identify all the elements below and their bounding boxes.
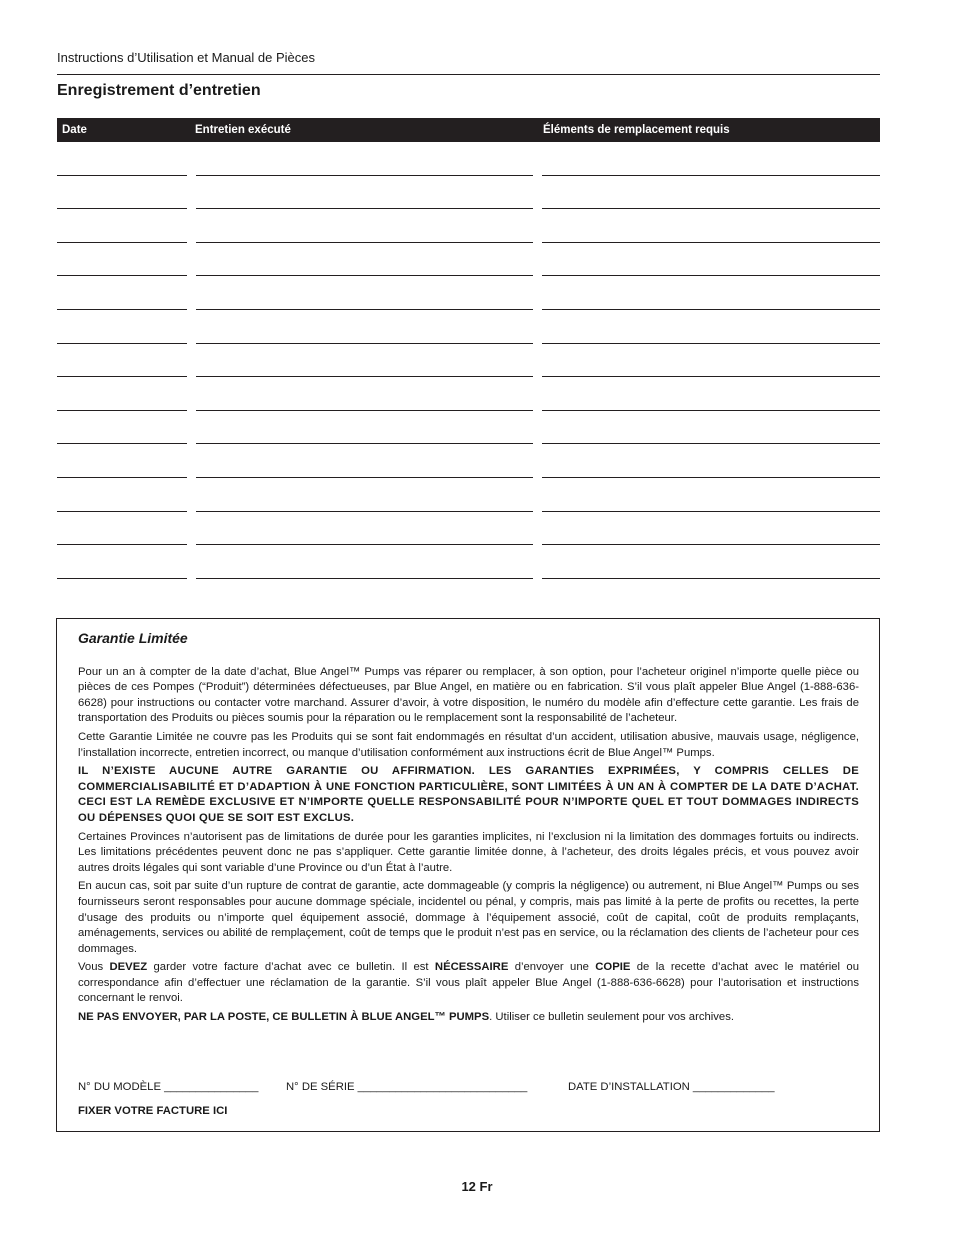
section-title: Enregistrement d’entretien (57, 82, 261, 99)
document-header: Instructions d’Utilisation et Manual de Pièces (57, 50, 315, 65)
model-number-field[interactable]: N° DU MODÈLE _______________ (78, 1081, 259, 1093)
page-number: 12 Fr (461, 1179, 493, 1194)
warranty-paragraph (78, 960, 859, 1007)
emphasis-copie: COPIE (595, 961, 631, 974)
table-row (57, 310, 880, 344)
warranty-paragraph: Cette Garantie Limitée ne couvre pas les Produits qui se sont fait endommagés en résultat d’un accident, utilisation abusive, mauvais usage, négligence, l’installation incorrecte, entretien incorrect, ou manque d’utilisation conformément aux instructions écrit de Blue Angel™ Pumps. (78, 730, 859, 759)
column-header-parts: Éléments de remplacement requis (543, 124, 730, 136)
table-row (57, 411, 880, 445)
notice-bold: NE PAS ENVOYER, PAR LA POSTE, CE BULLETIN À BLUE ANGEL™ PUMPS (78, 1011, 490, 1024)
column-header-date: Date (62, 124, 87, 136)
warranty-paragraph: Pour un an à compter de la date d’achat, Blue Angel™ Pumps vas réparer ou remplacer, à son option, pour l’acheteur originel n’importe quelle pièce ou pièces de ces Pompes (“Produit”) déterminées défectueuses, par Blue Angel, en matière ou en fabrication. S’il vous plaît appeler Blue Angel (1-888-636-6628) pour instructions ou contacter votre marchand. Assurer d’avoir, à votre disposition, le numéro du modèle afin d’effecture cette garantie. Les frais de transportation des Produits ou pièces soumis pour la réparation ou le remplacement sont la responsabilité de l’acheteur. (78, 665, 859, 725)
text-run: d’envoyer une (508, 961, 596, 974)
emphasis-devez: DEVEZ (109, 961, 148, 974)
warranty-paragraph: En aucun cas, soit par suite d’un rupture de contrat de garantie, acte dommageable (y compris la négligence) ou autrement, ni Blue Angel™ Pumps ou ses fournisseurs seront responsables pour aucune dommage spéciale, incidentel ou pénal, y compris, mais pas limité à la perte de profits ou recettes, la perte d’usage des produits ou n’importe quel équipement associé, dommage à l’équipement associé, coût de capital, coût de produits remplaçants, aménagements, services ou abilité de remplaçement, coût de temps que le produit n’est pas en service, ou la réclamation des clients de l’acheteur pour ces dommages. (78, 880, 859, 955)
maintenance-table-header (57, 118, 880, 142)
table-row (57, 276, 880, 310)
date-entry-line[interactable] (57, 578, 187, 579)
install-date-field[interactable]: DATE D’INSTALLATION _____________ (568, 1081, 775, 1093)
table-row (57, 142, 880, 176)
warranty-box (56, 618, 880, 1132)
text-run: Vous (78, 961, 110, 974)
table-row (57, 176, 880, 210)
parts-entry-line[interactable] (542, 578, 880, 579)
table-row (57, 344, 880, 378)
warranty-disclaimer: IL N’EXISTE AUCUNE AUTRE GARANTIE OU AFFIRMATION. LES GARANTIES EXPRIMÉES, Y COMPRIS CELLES DE COMMERCIALISABILITÉ ET D’ADAPTION À UNE FONCTION PARTICULIÈRE, SONT LIMITÉES À UN AN À COMPTER DE LA DATE D’ACHAT. CECI EST LA REMÈDE EXCLUSIVE ET N’IMPORTE QUELLE RESPONSABILITÉ POUR N’IMPORTE QUEL ET TOUT DOMMAGES INDIRECTS OU DÉPENSES QUOI QUE SE SOIT EST EXCLUS. (78, 765, 859, 824)
warranty-title: Garantie Limitée (78, 630, 188, 646)
table-row (57, 243, 880, 277)
warranty-notice (78, 1010, 859, 1026)
header-divider (57, 74, 880, 75)
table-row (57, 545, 880, 579)
text-run: garder votre facture d’achat avec ce bulletin. Il est (147, 961, 435, 974)
warranty-paragraph: Certaines Provinces n’autorisent pas de limitations de durée pour les garanties implicites, ni l’exclusion ni la limitation des dommages fortuits ou indirects. Les limitations précédentes peuvent donc ne pas s’appliquer. Cette garantie limitée donne, à l’acheteur, des droits légales précis, et vous pouvez avoir autres droits légales qui sont variable d’une Province ou d’un État à l’autre. (78, 830, 859, 874)
emphasis-necessaire: NÉCESSAIRE (434, 961, 509, 974)
maintenance-table-body (57, 142, 880, 579)
attach-invoice-label: FIXER VOTRE FACTURE ICI (78, 1105, 228, 1117)
table-row (57, 478, 880, 512)
table-row (57, 377, 880, 411)
column-header-service: Entretien exécuté (195, 124, 291, 136)
serial-number-field[interactable]: N° DE SÉRIE ___________________________ (286, 1081, 528, 1093)
table-row (57, 444, 880, 478)
notice-rest: . Utiliser ce bulletin seulement pour vos archives. (489, 1011, 734, 1024)
table-row (57, 209, 880, 243)
service-entry-line[interactable] (196, 578, 533, 579)
text-run: de la recette d’achat avec le matériel ou correspondance afin d’effectuer une réclamation de la garantie. S’il vous plaît appeler Blue Angel (1-888-636-6628) pour l’autorisation et instructions concernant le renvoi. (78, 961, 859, 1005)
table-row (57, 512, 880, 546)
